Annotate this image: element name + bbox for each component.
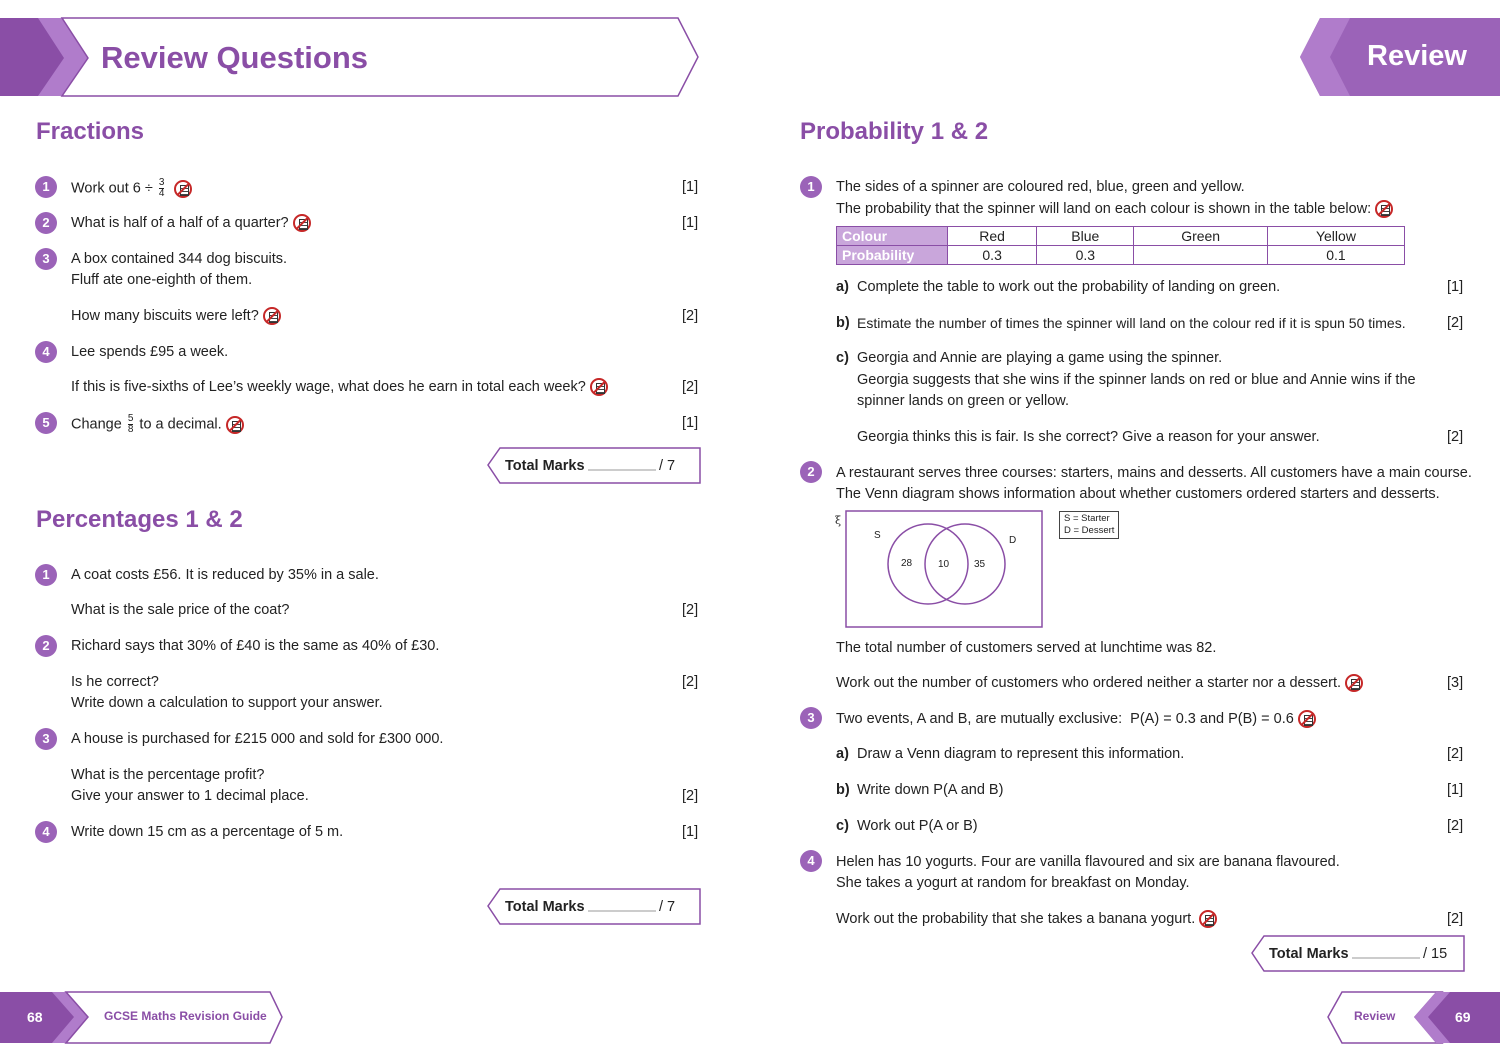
probability-q1a-text: Complete the table to work out the probability of landing on green. [857,279,1281,295]
table-cell: 0.3 [948,246,1037,265]
venn-value-s-only: 28 [901,558,913,569]
fractions-q2-marks: [1] [682,215,699,231]
table-cell: Probability [837,246,948,265]
probability-q2-line1: A restaurant serves three courses: starters, mains and desserts. All customers have a main course. [836,465,1472,481]
probability-q3a-label: a) [836,746,849,762]
venn-key [1059,511,1119,539]
probability-q1c-line1: Georgia and Annie are playing a game using the spinner. [857,350,1223,366]
fraction: $\frac{5}{8}$ [127,413,134,435]
fractions-q1-marks: [1] [682,179,699,195]
percentages-q2-marks: [2] [682,674,699,690]
venn-value-both: 10 [938,559,950,570]
table-cell [1134,246,1268,265]
percentages-q4-badge: 4 [35,821,57,843]
probability-q3c-label: c) [836,818,849,834]
table-row [837,246,1405,265]
probability-q3-text: Two events, A and B, are mutually exclusive: P(A) = 0.3 and P(B) = 0.6 [836,710,1316,728]
fractions-q3-line1: A box contained 344 dog biscuits. [71,251,288,267]
table-cell: 0.3 [1037,246,1134,265]
probability-q2-badge: 2 [800,461,822,483]
probability-q1a-label: a) [836,279,849,295]
probability-q3c-marks: [2] [1447,818,1464,834]
percentages-q2-line3: Write down a calculation to support your answer. [71,695,383,711]
probability-q1-badge: 1 [800,176,822,198]
probability-q1c-line2: Georgia suggests that she wins if the spinner lands on red or blue and Annie wins if the [857,372,1416,388]
probability-q1b-text: Estimate the number of times the spinner will land on the colour red if it is spun 50 times. [857,315,1406,331]
venn-label-d: D [1009,535,1017,546]
percentages-q1-line2: What is the sale price of the coat? [71,602,290,618]
no-calculator-icon [1375,200,1393,218]
percentages-q4-text: Write down 15 cm as a percentage of 5 m. [71,824,344,840]
fractions-total-value: / 7 [659,458,676,474]
probability-total-value: / 15 [1423,946,1448,962]
venn-diagram [832,508,1047,630]
percentages-q2-line2: Is he correct? [71,674,159,690]
fractions-q5-text: Change $\frac{5}{8}$ to a decimal. [71,414,244,435]
footer-left-text: GCSE Maths Revision Guide [104,1009,267,1023]
no-calculator-icon [293,214,311,232]
probability-q1c-line4: Georgia thinks this is fair. Is she correct? Give a reason for your answer. [857,429,1320,445]
venn-universal-symbol: ξ [835,514,842,527]
fractions-q2-badge: 2 [35,212,57,234]
percentages-q1-line1: A coat costs £56. It is reduced by 35% in a sale. [71,567,379,583]
fractions-q2-text: What is half of a half of a quarter? [71,214,311,232]
fraction: $\frac{3}{4}$ [158,177,165,199]
fractions-q4-line2: If this is five-sixths of Lee’s weekly wage, what does he earn in total each week? [71,378,608,396]
venn-value-d-only: 35 [974,559,986,570]
probability-q3-badge: 3 [800,707,822,729]
fractions-q4-line1: Lee spends £95 a week. [71,344,229,360]
probability-q4-line3: Work out the probability that she takes a banana yogurt. [836,910,1217,928]
probability-q3b-label: b) [836,782,850,798]
percentages-q4-marks: [1] [682,824,699,840]
table-cell: Yellow [1267,227,1404,246]
table-cell: Green [1134,227,1268,246]
probability-title: Probability 1 & 2 [800,118,989,145]
percentages-q2-badge: 2 [35,635,57,657]
probability-q1b-marks: [2] [1447,315,1464,331]
percentages-q3-line2: What is the percentage profit? [71,767,265,783]
table-row [837,227,1405,246]
percentages-title: Percentages 1 & 2 [36,506,243,533]
probability-q3b-marks: [1] [1447,782,1464,798]
fractions-q3-line3: How many biscuits were left? [71,307,281,325]
probability-q2-marks: [3] [1447,675,1464,691]
percentages-q3-marks: [2] [682,788,699,804]
probability-q1c-label: c) [836,350,849,366]
footer-right-banner [1324,990,1500,1046]
probability-q2-line2: The Venn diagram shows information about whether customers ordered starters and desserts. [836,486,1440,502]
probability-q1a-marks: [1] [1447,279,1464,295]
table-cell: Colour [837,227,948,246]
probability-total-label: Total Marks [1269,946,1349,962]
fractions-q1-badge: 1 [35,176,57,198]
probability-q2-line4: Work out the number of customers who ordered neither a starter nor a dessert. [836,674,1363,692]
table-cell: Red [948,227,1037,246]
fractions-q3-badge: 3 [35,248,57,270]
fractions-q4-marks: [2] [682,379,699,395]
probability-q3a-marks: [2] [1447,746,1464,762]
fractions-q4-badge: 4 [35,341,57,363]
no-calculator-icon [226,416,244,434]
probability-q2-line3: The total number of customers served at lunchtime was 82. [836,640,1217,656]
probability-q3a-text: Draw a Venn diagram to represent this information. [857,746,1185,762]
header-left-title: Review Questions [101,40,369,75]
probability-q1c-line3: spinner lands on green or yellow. [857,393,1069,409]
probability-q3c-text: Work out P(A or B) [857,818,978,834]
fractions-q3-marks: [2] [682,308,699,324]
header-right-title: Review [1367,40,1467,72]
fractions-q3-line2: Fluff ate one-eighth of them. [71,272,253,288]
table-cell: Blue [1037,227,1134,246]
fractions-q5-marks: [1] [682,415,699,431]
venn-key-line2: D = Dessert [1064,525,1115,536]
no-calculator-icon [263,307,281,325]
probability-q4-marks: [2] [1447,911,1464,927]
percentages-q1-badge: 1 [35,564,57,586]
percentages-q1-marks: [2] [682,602,699,618]
footer-right-page-number: 69 [1455,1009,1471,1025]
footer-left-page-number: 68 [27,1009,43,1025]
percentages-q2-line1: Richard says that 30% of £40 is the same as 40% of £30. [71,638,440,654]
no-calculator-icon [590,378,608,396]
no-calculator-icon [174,180,192,198]
percentages-q3-badge: 3 [35,728,57,750]
probability-q1-line1: The sides of a spinner are coloured red, blue, green and yellow. [836,179,1245,195]
percentages-total-value: / 7 [659,899,676,915]
no-calculator-icon [1345,674,1363,692]
percentages-q3-line1: A house is purchased for £215 000 and sold for £300 000. [71,731,444,747]
no-calculator-icon [1298,710,1316,728]
probability-q4-line2: She takes a yogurt at random for breakfast on Monday. [836,875,1190,891]
venn-label-s: S [874,530,881,541]
fractions-title: Fractions [36,118,145,145]
fractions-q1-text: Work out 6 ÷ $\frac{3}{4}$ [71,178,192,199]
probability-q1c-marks: [2] [1447,429,1464,445]
probability-q3b-text: Write down P(A and B) [857,782,1004,798]
percentages-total-label: Total Marks [505,899,585,915]
probability-q4-badge: 4 [800,850,822,872]
no-calculator-icon [1199,910,1217,928]
table-cell: 0.1 [1267,246,1404,265]
fractions-q5-badge: 5 [35,412,57,434]
probability-q4-line1: Helen has 10 yogurts. Four are vanilla flavoured and six are banana flavoured. [836,854,1340,870]
footer-right-text: Review [1354,1009,1396,1023]
probability-q1-line2: The probability that the spinner will land on each colour is shown in the table below: [836,200,1393,218]
probability-q1b-label: b) [836,315,850,331]
venn-key-line1: S = Starter [1064,513,1110,524]
fractions-total-label: Total Marks [505,458,585,474]
probability-table [836,226,1405,265]
percentages-q3-line3: Give your answer to 1 decimal place. [71,788,309,804]
